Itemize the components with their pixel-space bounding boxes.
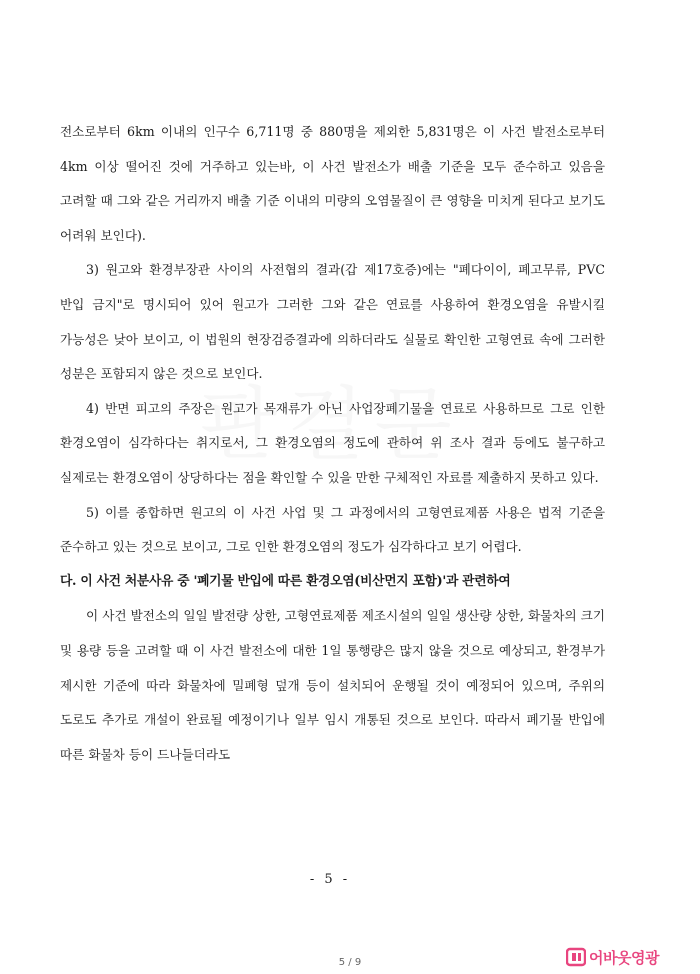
section-heading: 다. 이 사건 처분사유 중 '폐기물 반입에 따른 환경오염(비산먼지 포함)'과 관련하여 bbox=[60, 573, 511, 589]
paragraph-5: 5) 이를 종합하면 원고의 이 사건 사업 및 그 과정에서의 고형연료제품 사용은 법적 기준을 준수하고 있는 것으로 보이고, 그로 인한 환경오염의 정도가 심각하다고 보기 어렵다. bbox=[60, 504, 605, 555]
paragraph-4: 4) 반면 피고의 주장은 원고가 목재류가 아닌 사업장폐기물을 연료로 사용하므로 그로 인한 환경오염이 심각하다는 취지로서, 그 환경오염의 정도에 관하여 위 조사 결과 등에도 불구하고 실제로는 환경오염이 상당하다는 점을 확인할 수 있을 만한 구체적인 자료를 제출하지 못하고 있다. bbox=[60, 400, 605, 485]
brand-logo-icon bbox=[566, 947, 586, 967]
brand-logo[interactable] bbox=[566, 944, 659, 970]
section-paragraph: 이 사건 발전소의 일일 발전량 상한, 고형연료제품 제조시설의 일일 생산량 상한, 화물차의 크기 및 용량 등을 고려할 때 이 사건 발전소에 대한 1일 통행량은 많지 않을 것으로 예상되고, 환경부가 제시한 기준에 따라 화물차에 밀폐형 덮개 등이 설치되어 운행될 것이 예정되어 있으며, 주위의 도로도 추가로 개설이 완료될 예정이기나 일부 임시 개통된 것으로 보인다. 따라서 폐기물 반입에 따른 화물차 등이 드나들더라도 bbox=[60, 608, 605, 762]
document-body bbox=[60, 115, 605, 772]
page-number: - 5 - bbox=[309, 872, 351, 887]
paragraph-3: 3) 원고와 환경부장관 사이의 사전협의 결과(갑 제17호증)에는 "폐다이이, 폐고무류, PVC 반입 금지"로 명시되어 있어 원고가 그러한 그와 같은 연료를 사용하여 환경오염을 유발시킬 가능성은 낮아 보이고, 이 법원의 현장검증결과에 의하더라도 실물로 확인한 고형연료 속에 그러한 성분은 포함되지 않은 것으로 보인다. bbox=[60, 262, 605, 382]
paragraph-continuation: 전소로부터 6km 이내의 인구수 6,711명 중 880명을 제외한 5,831명은 이 사건 발전소로부터 4km 이상 떨어진 것에 거주하고 있는바, 이 사건 발전소가 배출 기준을 모두 준수하고 있음을 고려할 때 그와 같은 거리까지 배출 기준 이내의 미량의 오염물질이 큰 영향을 미치게 된다고 보기도 어려워 보인다). bbox=[60, 124, 605, 243]
viewer-page-indicator: 5 / 9 bbox=[338, 957, 362, 968]
brand-name: 어바웃영광 bbox=[589, 948, 659, 967]
